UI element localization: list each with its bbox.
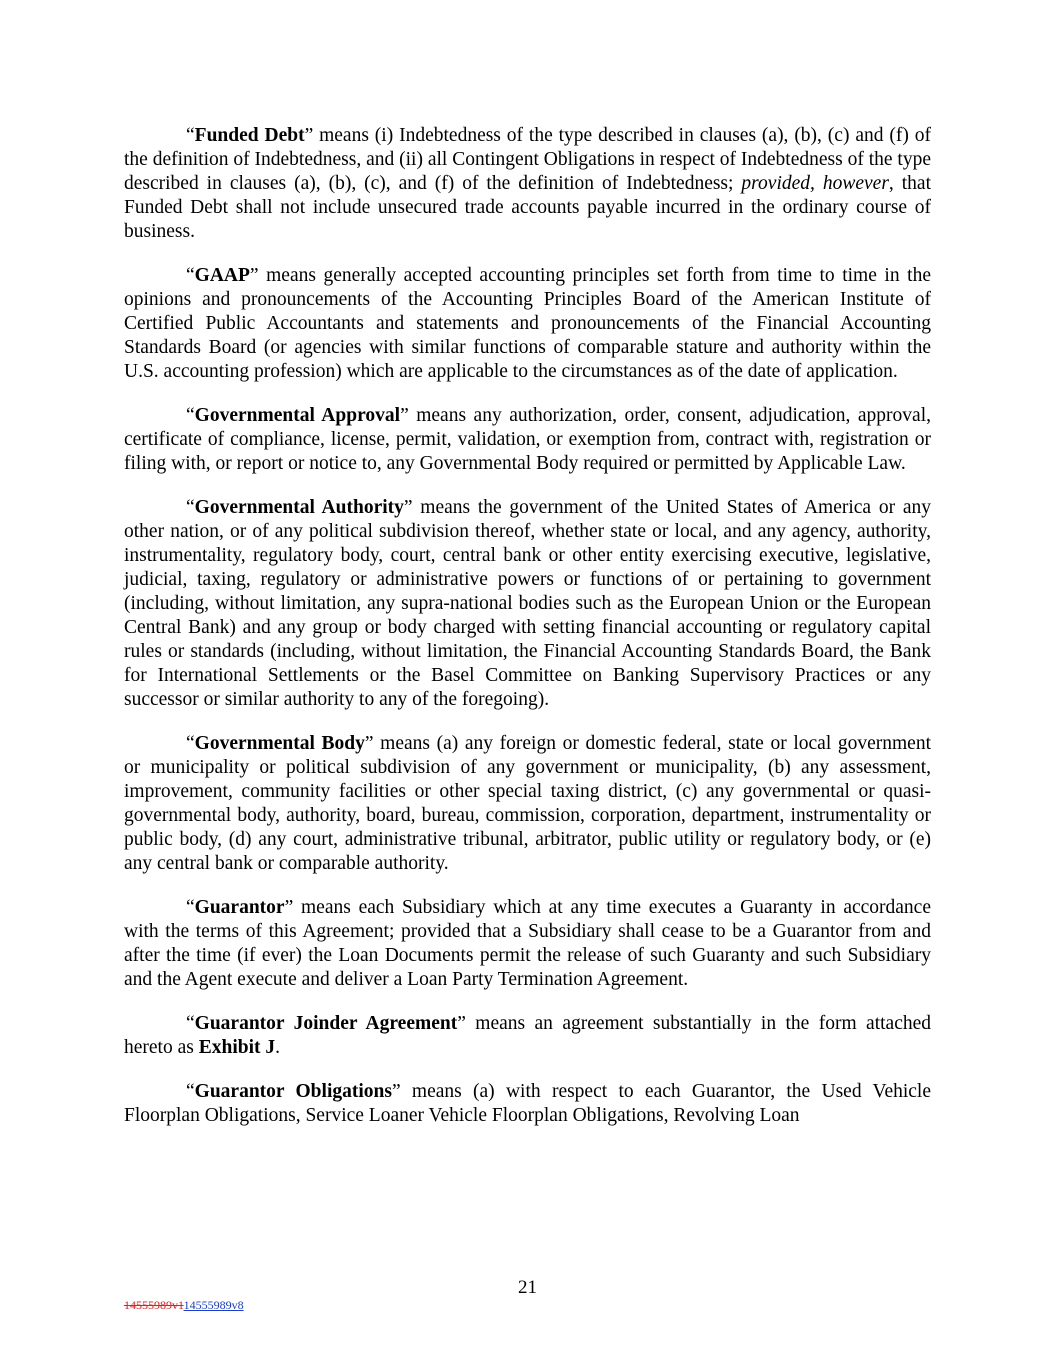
defined-term: Guarantor Joinder Agreement	[194, 1013, 458, 1034]
definition-text: means each Subsidiary which at any time executes a Guaranty in accordance with the terms of this Agreement; provided that a Subsidiary shall cease to be a Guarantor from and after the time (if ever) the Loan Documents permit the release of such Guaranty and such Subsidiary and the Agent execute and deliver a Loan Party Termination Agreement.	[124, 897, 931, 990]
exhibit-reference: Exhibit J	[198, 1037, 276, 1058]
definition-governmental-authority: “Governmental Authority” means the government of the United States of America or any other nation, or of any political subdivision thereof, whether state or local, and any agency, authority, instrumentality, regulatory body, court, central bank or other entity exercising executive, legislative, judicial, taxing, regulatory or administrative powers or functions of or pertaining to government (including, without limitation, any supra-national bodies such as the European Union or the European Central Bank) and any group or body charged with setting financial accounting or regulatory capital rules or standards (including, without limitation, the Financial Accounting Standards Board, the Bank for International Settlements or the Basel Committee on Banking Supervisory Practices or any successor or similar authority to any of the foregoing).	[124, 497, 931, 710]
definition-italic-text: provided, however	[741, 173, 889, 194]
definition-guarantor-obligations: “Guarantor Obligations” means (a) with respect to each Guarantor, the Used Vehicle Floorplan Obligations, Service Loaner Vehicle Floorplan Obligations, Revolving Loan	[124, 1081, 931, 1126]
definition-text: means an agreement substantially in the form attached hereto as	[124, 1013, 931, 1058]
defined-term: Funded Debt	[194, 125, 305, 146]
definition-governmental-body: “Governmental Body” means (a) any foreign or domestic federal, state or local government or municipality or political subdivision of any government or municipality, (b) any assessment, improvement, community facilities or other special taxing district, (c) any governmental or quasi-governmental body, authority, board, bureau, commission, corporation, department, instrumentality or public body, (d) any court, administrative tribunal, arbitrator, public utility or regulatory body, or (e) any central bank or comparable authority.	[124, 733, 931, 874]
definition-text: , that Funded Debt shall not include unsecured trade accounts payable incurred in the ordinary course of business.	[124, 173, 932, 242]
defined-term: Governmental Authority	[194, 497, 404, 518]
definition-text: means generally accepted accounting principles set forth from time to time in the opinions and pronouncements of the Accounting Principles Board of the American Institute of Certified Public Accountants and statements and pronouncements of the Financial Accounting Standards Board (or agencies with similar functions of comparable stature and authority within the U.S. accounting profession) which are applicable to the circumstances as of the date of application.	[124, 265, 931, 382]
defined-term: Guarantor Obligations	[194, 1081, 392, 1102]
definition-gaap: “GAAP” means generally accepted accounting principles set forth from time to time in the opinions and pronouncements of the Accounting Principles Board of the American Institute of Certified Public Accountants and statements and pronouncements of the Financial Accounting Standards Board (or agencies with similar functions of comparable stature and authority within the U.S. accounting profession) which are applicable to the circumstances as of the date of application.	[124, 265, 931, 382]
definition-guarantor: “Guarantor” means each Subsidiary which at any time executes a Guaranty in accordance with the terms of this Agreement; provided that a Subsidiary shall cease to be a Guarantor from and after the time (if ever) the Loan Documents permit the release of such Guaranty and such Subsidiary and the Agent execute and deliver a Loan Party Termination Agreement.	[124, 897, 931, 990]
definition-governmental-approval: “Governmental Approval” means any authorization, order, consent, adjudication, approval, certificate of compliance, license, permit, validation, or exemption from, contract with, registration or filing with, or report or notice to, any Governmental Body required or permitted by Applicable Law.	[124, 405, 931, 474]
defined-term: Governmental Body	[194, 733, 365, 754]
definition-funded-debt: “Funded Debt” means (i) Indebtedness of the type described in clauses (a), (b), (c) and (f) of the definition of Indebtedness, and (ii) all Contingent Obligations in respect of Indebtedness of the type described in clauses (a), (b), (c), and (f) of the definition of Indebtedness; provided, however, that Funded Debt shall not include unsecured trade accounts payable incurred in the ordinary course of business.	[124, 125, 932, 242]
definition-text: means (a) with respect to each Guarantor, the Used Vehicle Floorplan Obligations, Service Loaner Vehicle Floorplan Obligations, Revolving Loan	[124, 1081, 931, 1126]
definition-text: means (a) any foreign or domestic federal, state or local government or municipality or political subdivision of any government or municipality, (b) any assessment, improvement, community facilities or other special taxing district, (c) any governmental or quasi-governmental body, authority, board, bureau, commission, corporation, department, instrumentality or public body, (d) any court, administrative tribunal, arbitrator, public utility or regulatory body, or (e) any central bank or comparable authority.	[124, 733, 931, 874]
document-id-footer	[124, 1298, 244, 1313]
document-id-deleted: 14555989v1	[124, 1298, 184, 1312]
document-page	[124, 124, 931, 1148]
definition-text: means any authorization, order, consent, adjudication, approval, certificate of compliance, license, permit, validation, or exemption from, contract with, registration or filing with, or report or notice to, any Governmental Body required or permitted by Applicable Law.	[124, 405, 931, 474]
definition-text: means (i) Indebtedness of the type described in clauses (a), (b), (c) and (f) of the definition of Indebtedness, and (ii) all Contingent Obligations in respect of Indebtedness of the type described in clauses (a), (b), (c), and (f) of the definition of Indebtedness;	[124, 125, 931, 194]
defined-term: Guarantor	[194, 897, 285, 918]
defined-term: GAAP	[194, 265, 250, 286]
defined-term: Governmental Approval	[194, 405, 401, 426]
definition-text: means the government of the United States of America or any other nation, or of any political subdivision thereof, whether state or local, and any agency, authority, instrumentality, regulatory body, court, central bank or other entity exercising executive, legislative, judicial, taxing, regulatory or administrative powers or functions of or pertaining to government (including, without limitation, any supra-national bodies such as the European Union or the European Central Bank) and any group or body charged with setting financial accounting or regulatory capital rules or standards (including, without limitation, the Financial Accounting Standards Board, the Bank for International Settlements or the Basel Committee on Banking Supervisory Practices or any successor or similar authority to any of the foregoing).	[124, 497, 931, 710]
document-id-inserted[interactable]: 14555989v8	[183, 1298, 244, 1312]
page-number: 21	[518, 1277, 537, 1298]
definition-guarantor-joinder-agreement: “Guarantor Joinder Agreement” means an agreement substantially in the form attached hereto as Exhibit J.	[124, 1013, 931, 1058]
definition-text: .	[275, 1037, 280, 1058]
